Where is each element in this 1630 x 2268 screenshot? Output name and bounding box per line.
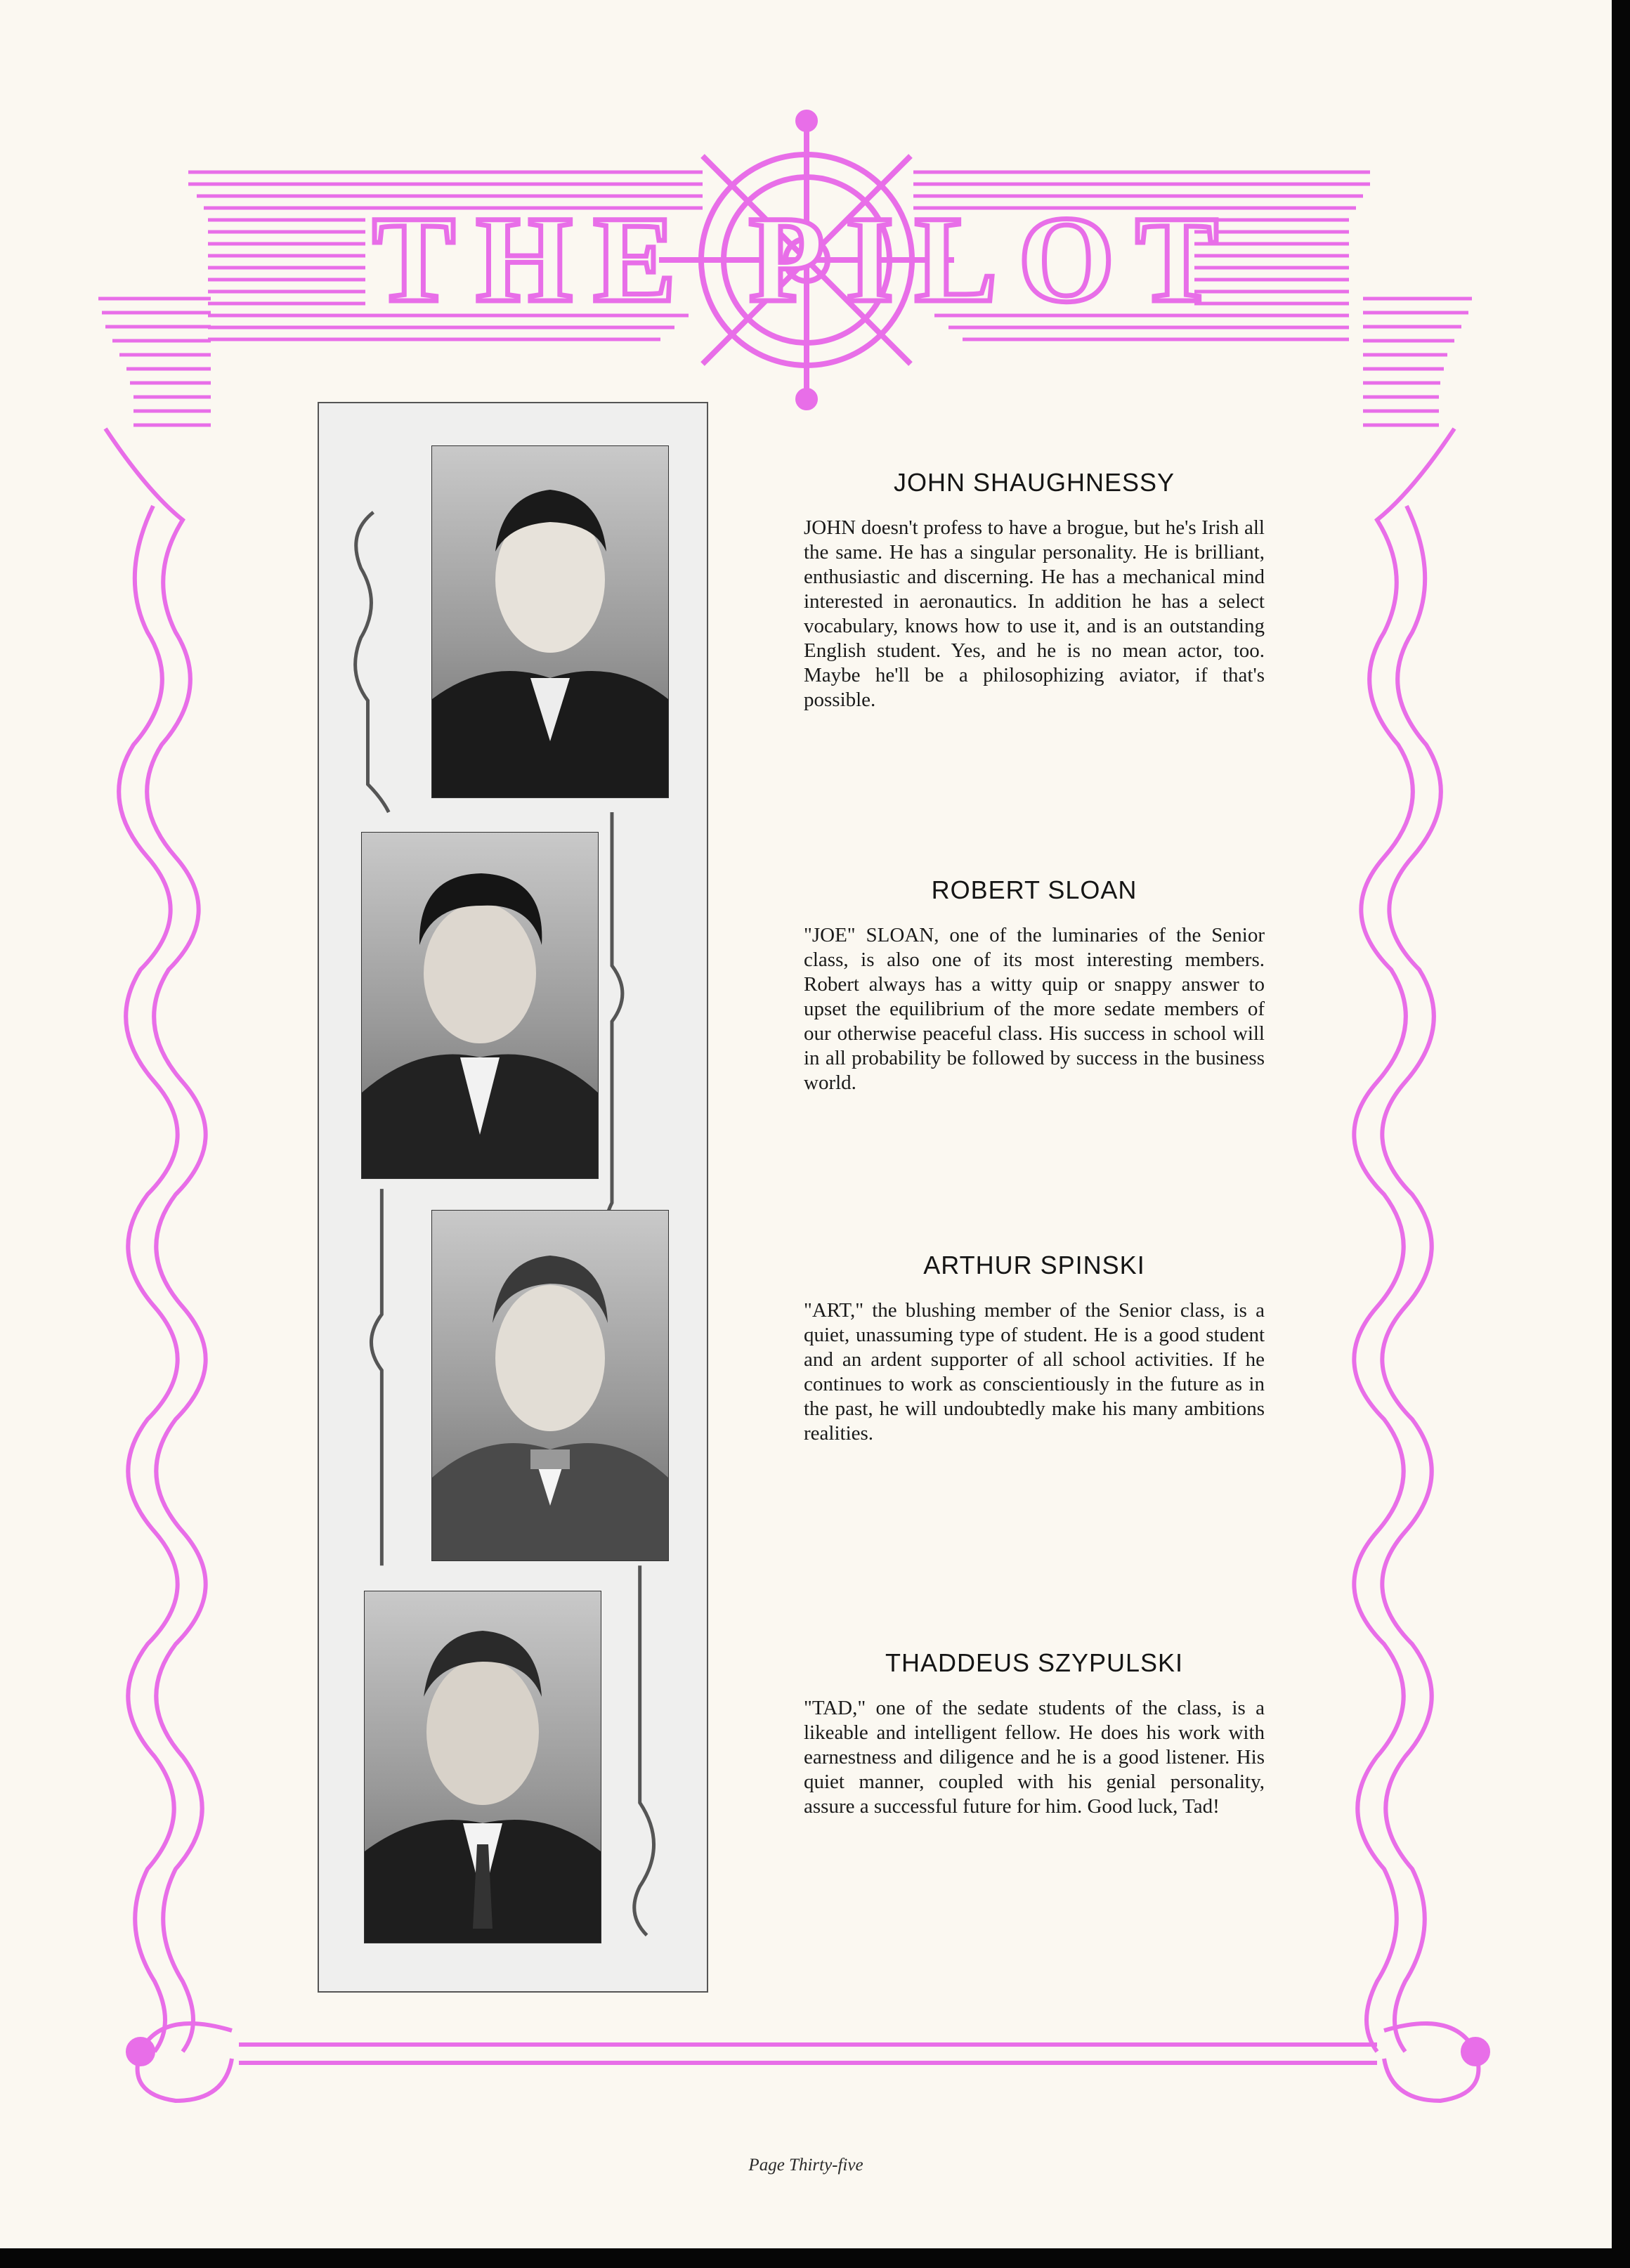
student-name: ROBERT SLOAN bbox=[931, 875, 1137, 904]
student-description: JOHN doesn't profess to have a brogue, but he's Irish all the same. He has a singular personality. He is brilliant, enthusiastic and discerning. He has a mechanical mind interested in aeronautics. In addition he has a select vocabulary, knows how to use it, and is an outstanding English student. Yes, and he is no mean actor, too. Maybe he'll be a philosophizing aviator, if that's possible. bbox=[804, 516, 1265, 711]
scan-edge-right bbox=[1612, 0, 1630, 2268]
photo-panel bbox=[318, 402, 708, 1993]
portrait-photo bbox=[364, 1591, 601, 1943]
scroll-ornament-icon bbox=[128, 2023, 1488, 2101]
student-bio bbox=[804, 468, 1265, 712]
left-border bbox=[105, 429, 206, 2052]
student-name: ARTHUR SPINSKI bbox=[923, 1251, 1145, 1279]
student-description: "ART," the blushing member of the Senior class, is a quiet, unassuming type of student. He is a good student and an ardent supporter of all school activities. If he continues to work as conscientiously in the future as in the past, he will undoubtedly make his many ambitions realities. bbox=[804, 1299, 1265, 1445]
scan-edge-bottom bbox=[0, 2248, 1630, 2268]
student-name: JOHN SHAUGHNESSY bbox=[893, 468, 1175, 497]
student-bio bbox=[804, 1648, 1265, 1819]
banner-stripes-left bbox=[188, 172, 703, 339]
ships-wheel-icon bbox=[659, 112, 954, 408]
portrait-photo bbox=[361, 832, 599, 1179]
masthead-title: THE PILOT bbox=[372, 191, 1239, 328]
student-description: "JOE" SLOAN, one of the luminaries of the Senior class, is also one of its most interesting members. Robert always has a witty quip or snappy answer to upset the equilibrium of the more sedate members of our otherwise peaceful class. His success in school will in all probability be followed by success in the business world. bbox=[804, 924, 1265, 1094]
right-border bbox=[1354, 429, 1454, 2052]
student-bio bbox=[804, 875, 1265, 1095]
page-number: Page Thirty-five bbox=[748, 2156, 863, 2175]
student-bio bbox=[804, 1251, 1265, 1446]
student-description: "TAD," one of the sedate students of the class, is a likeable and intelligent fellow. He does his work with earnestness and diligence and he is a good listener. His quiet manner, coupled with his genial personality, assure a successful future for him. Good luck, Tad! bbox=[804, 1697, 1265, 1818]
banner-stripes-right bbox=[913, 172, 1370, 339]
student-name: THADDEUS SZYPULSKI bbox=[885, 1648, 1184, 1677]
portrait-photo bbox=[431, 445, 669, 798]
portrait-photo bbox=[431, 1210, 669, 1561]
